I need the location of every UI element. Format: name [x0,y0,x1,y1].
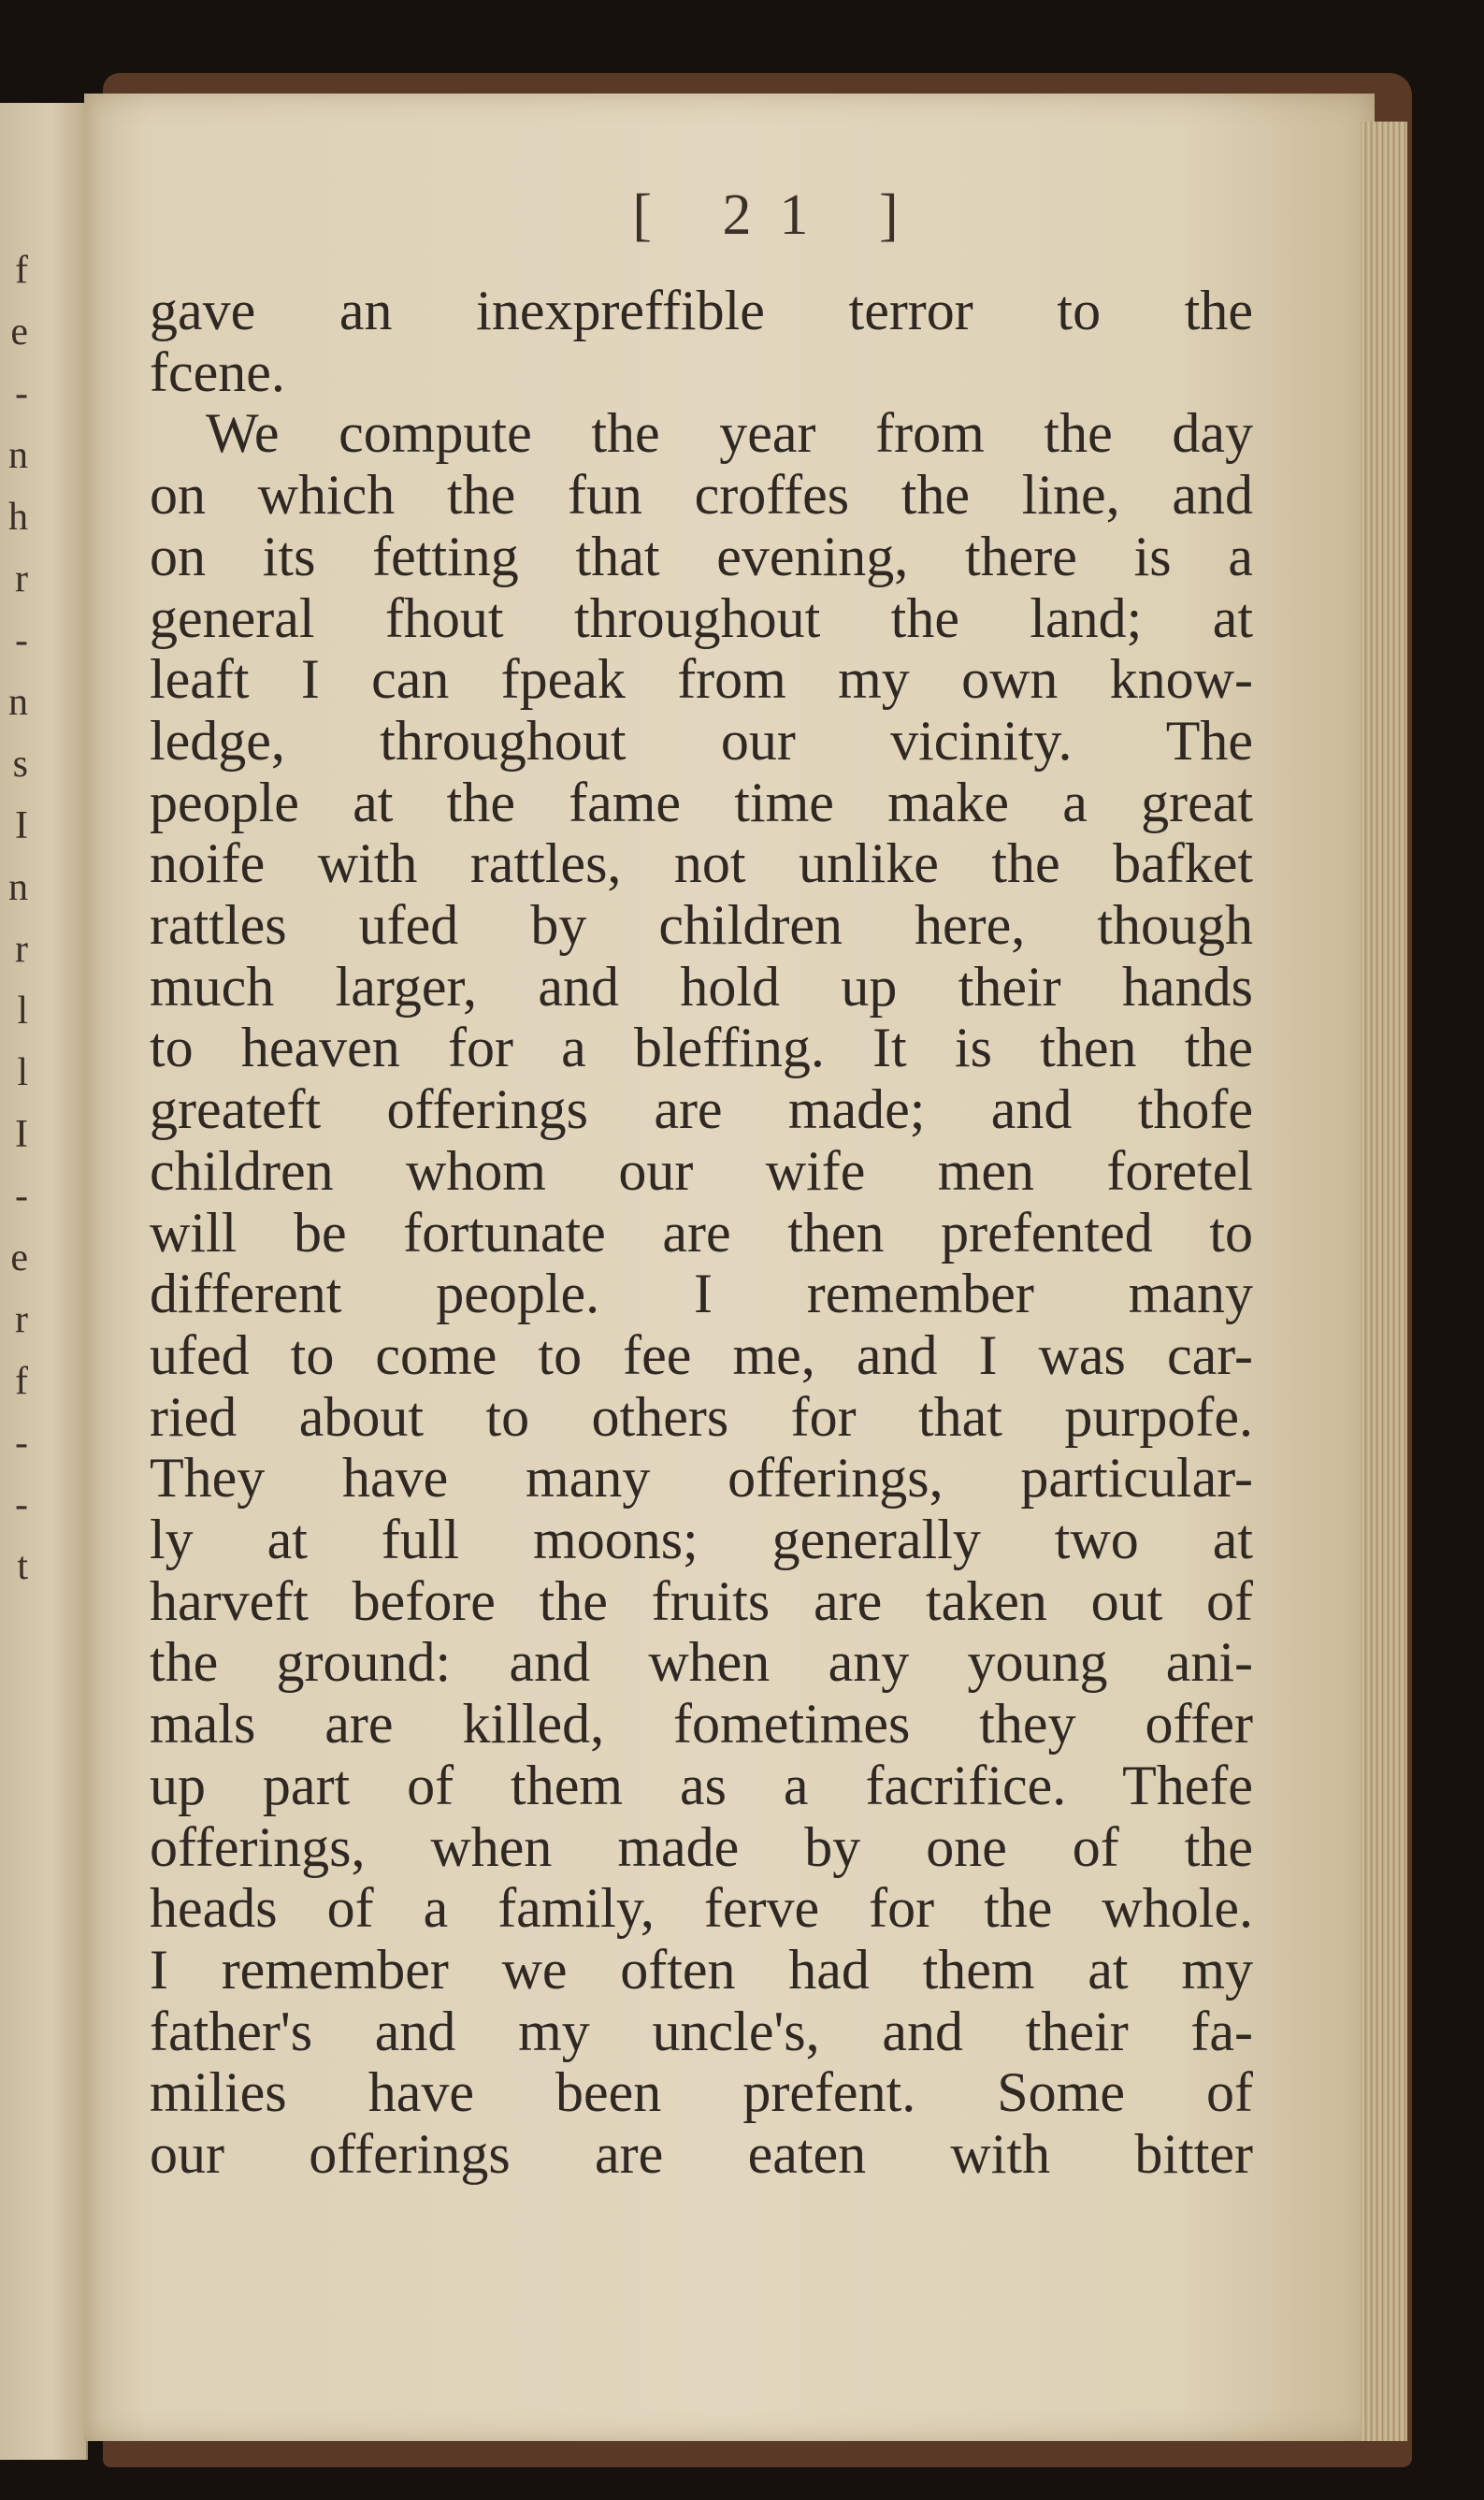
left-page-fragment: e [10,1236,28,1279]
left-page-fragment: - [15,372,28,415]
left-page-fragment: n [8,434,28,477]
left-page-fragment: n [8,866,28,909]
text-line: to heaven for a bleffing. It is then the [150,1017,1253,1079]
text-line: on which the fun croffes the line, and [150,464,1253,527]
page-edges [1361,122,1407,2441]
text-line: mals are killed, fometimes they offer [150,1693,1253,1756]
left-page-fragment: e [10,311,28,354]
text-line: our offerings are eaten with bitter [150,2123,1253,2186]
text-line: harveft before the fruits are taken out of [150,1569,1253,1632]
text-line: people at the fame time make a great [150,771,1253,833]
text-line: children whom our wife men foretel [150,1139,1253,1202]
left-page-fragment: n [8,681,28,724]
left-page-fragment: h [8,496,28,539]
left-page-fragment: I [15,1113,28,1156]
text-line: ufed to come to fee me, and I was car- [150,1323,1253,1386]
left-page-fragment: t [17,1545,28,1588]
left-page-fragment: f [15,1360,28,1403]
body-text [150,281,1253,2186]
text-line: on its fetting that evening, there is a [150,525,1253,587]
text-line: rattles ufed by children here, though [150,894,1253,957]
text-line: milies have been prefent. Some of [150,2061,1253,2124]
text-line: father's and my uncle's, and their fa- [150,2000,1253,2062]
left-page-fragment: s [12,743,28,786]
left-page-fragment: - [15,619,28,662]
left-page-fragment: I [15,804,28,847]
text-line: general fhout throughout the land; at [150,586,1253,649]
text-line: much larger, and hold up their hands [150,955,1253,1018]
text-line: ly at full moons; generally two at [150,1509,1253,1571]
left-page-fragment: f [15,249,28,292]
left-page-fragment: - [15,1422,28,1465]
text-line: up part of them as a facrifice. Thefe [150,1754,1253,1816]
text-line: different people. I remember many [150,1263,1253,1325]
text-line: will be fortunate are then prefented to [150,1201,1253,1264]
text-line: I remember we often had them at my [150,1938,1253,2001]
left-page-fragment: - [15,1483,28,1526]
left-page-fragment: l [17,990,28,1033]
text-line: fcene. [150,340,285,403]
text-line: They have many offerings, particular- [150,1447,1253,1510]
text-line: heads of a family, ferve for the whole. [150,1877,1253,1940]
text-line: noife with rattles, not unlike the bafket [150,832,1253,895]
text-line: the ground: and when any young ani- [150,1631,1253,1694]
left-page-fragment: r [15,928,28,971]
text-line: greateft offerings are made; and thofe [150,1078,1253,1141]
text-line: offerings, when made by one of the [150,1815,1253,1878]
page-number: [ 21 ] [632,183,927,247]
left-page-fragment: r [15,1298,28,1341]
left-page-edge [0,103,88,2460]
text-line: ried about to others for that purpofe. [150,1385,1253,1448]
left-page-fragment: - [15,1175,28,1218]
text-line: We compute the year from the day [206,402,1253,465]
left-page-fragment: r [15,557,28,600]
text-line: gave an inexpreffible terror to the [150,280,1253,341]
text-line: ledge, throughout our vicinity. The [150,709,1253,772]
left-page-fragment: l [17,1051,28,1094]
text-line: leaft I can fpeak from my own know- [150,648,1253,711]
